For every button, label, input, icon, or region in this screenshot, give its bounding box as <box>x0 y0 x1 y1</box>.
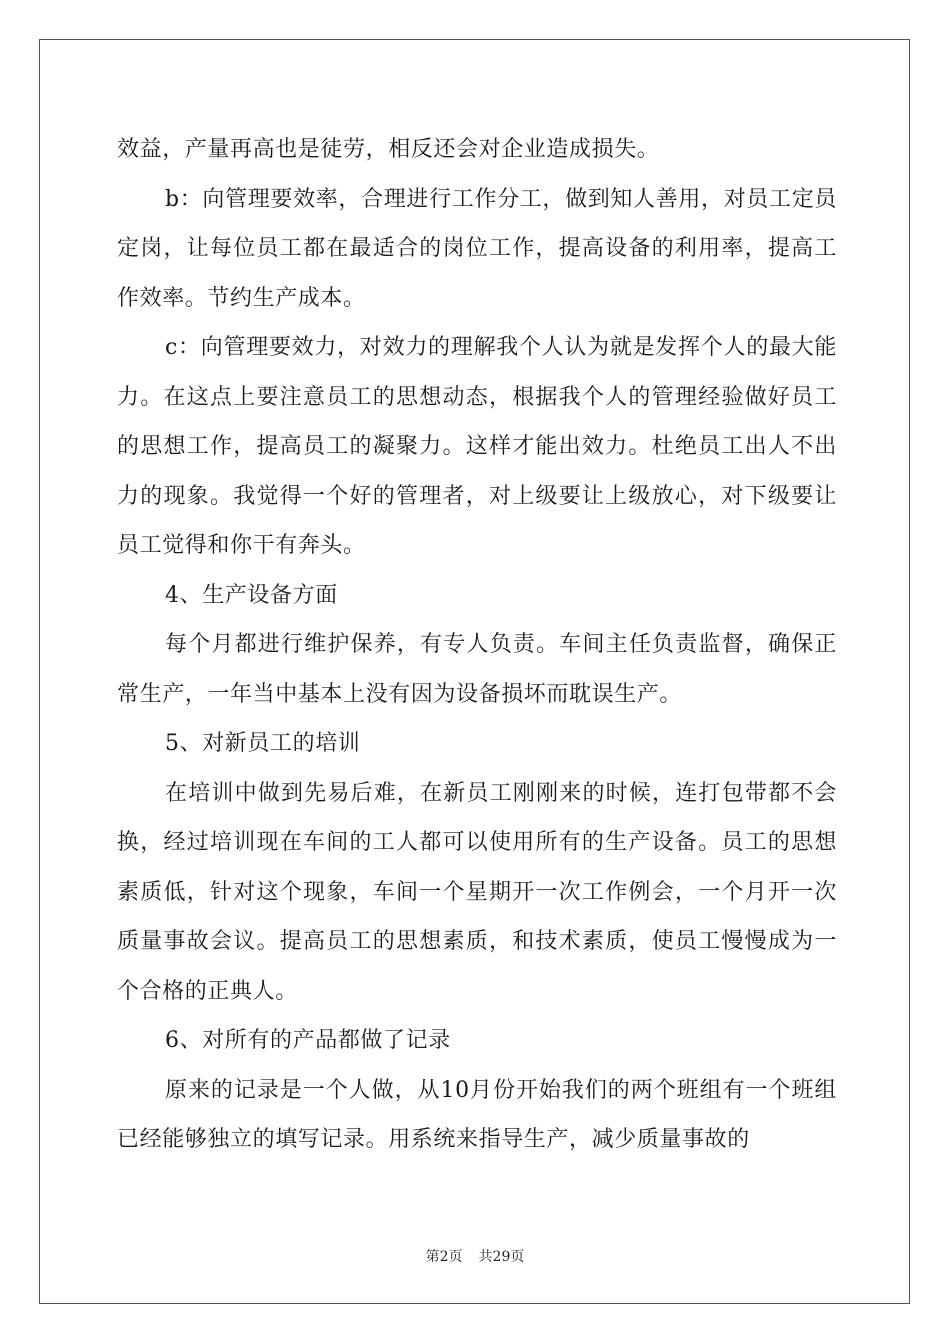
paragraph-item-c: c：向管理要效力，对效力的理解我个人认为就是发挥个人的最大能力。在这点上要注意员工的思想动态，根据我个人的管理经验做好员工的思想工作，提高员工的凝聚力。这样才能出效力。杜绝员工出人不出力的现象。我觉得一个好的管理者，对上级要让上级放心，对下级要让员工觉得和你干有奔头。 <box>117 335 837 558</box>
paragraph-equipment: 每个月都进行维护保养，有专人负责。车间主任负责监督，确保正常生产，一年当中基本上没有因为设备损坏而耽误生产。 <box>117 632 837 707</box>
paragraph-training: 在培训中做到先易后难，在新员工刚刚来的时候，连打包带都不会换，经过培训现在车间的工人都可以使用所有的生产设备。员工的思想素质低，针对这个现象，车间一个星期开一次工作例会，一个月开一次质量事故会议。提高员工的思想素质，和技术素质，使员工慢慢成为一个合格的正典人。 <box>117 780 837 1004</box>
section-heading-training: 5、对新员工的培训 <box>165 731 361 756</box>
page-footer <box>0 1246 950 1266</box>
page-total: 共29页 <box>478 1249 525 1265</box>
section-heading-equipment: 4、生产设备方面 <box>165 582 338 608</box>
document-body <box>117 125 837 1165</box>
paragraph-records: 原来的记录是一个人做，从10月份开始我们的两个班组有一个班组已经能够独立的填写记录。用系统来指导生产，减少质量事故的 <box>117 1077 837 1152</box>
paragraph-continuation: 效益，产量再高也是徒劳，相反还会对企业造成损失。 <box>117 137 660 162</box>
paragraph-item-b: b：向管理要效率，合理进行工作分工，做到知人善用，对员工定员定岗，让每位员工都在最适合的岗位工作，提高设备的利用率，提高工作效率。节约生产成本。 <box>117 186 837 311</box>
section-heading-records: 6、对所有的产品都做了记录 <box>165 1028 451 1053</box>
page-number: 第2页 <box>425 1249 463 1265</box>
